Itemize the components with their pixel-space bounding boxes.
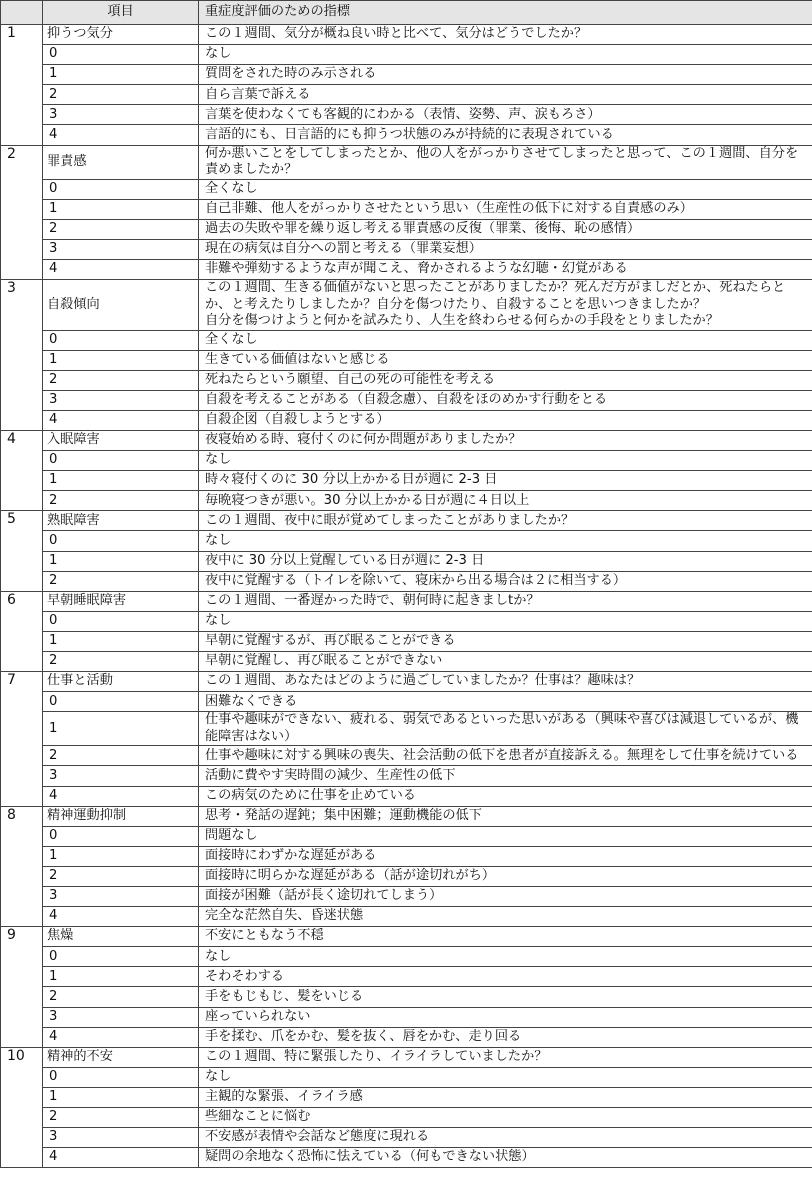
score-level-row xyxy=(1,652,812,672)
score-description: 自殺を考えることがある（自殺念慮）、自殺をほのめかす行動をとる xyxy=(199,390,812,410)
score-description: 夜中に 30 分以上覚醒している日が週に 2-3 日 xyxy=(199,551,812,571)
score-value: 3 xyxy=(43,1128,199,1148)
item-question-text: 思考・発話の遅鈍；集中困難；運動機能の低下 xyxy=(205,807,482,823)
score-description: 面接時に明らかな遅延がある（話が途切れがち） xyxy=(199,866,812,886)
score-value: 0 xyxy=(43,531,199,551)
score-value: 4 xyxy=(43,410,199,430)
score-value: 0 xyxy=(43,179,199,199)
item-question-row xyxy=(1,591,812,611)
item-question-row xyxy=(1,927,812,947)
table-body xyxy=(1,25,812,1168)
item-number: 6 xyxy=(1,591,43,671)
score-value: 2 xyxy=(43,491,199,511)
score-description: 生きている価値はないと感じる xyxy=(199,350,812,370)
score-value: 1 xyxy=(43,551,199,571)
item-question xyxy=(199,280,812,331)
score-level-row xyxy=(1,766,812,786)
item-question xyxy=(199,806,812,826)
score-value: 0 xyxy=(43,611,199,631)
score-description: 些細なことに悩む xyxy=(199,1108,812,1128)
item-number: 8 xyxy=(1,806,43,927)
item-name: 入眠障害 xyxy=(43,431,199,451)
item-name: 仕事と活動 xyxy=(43,672,199,692)
item-question-row xyxy=(1,280,812,331)
score-level-row xyxy=(1,1067,812,1087)
score-description: 手を揉む、爪をかむ、髪を抜く、唇をかむ、走り回る xyxy=(199,1027,812,1047)
score-description: 主観的な緊張、イライラ感 xyxy=(199,1087,812,1107)
score-description: なし xyxy=(199,1067,812,1087)
score-value: 1 xyxy=(43,350,199,370)
score-value: 4 xyxy=(43,259,199,279)
score-value: 3 xyxy=(43,886,199,906)
score-description: この病気のために仕事を止めている xyxy=(199,786,812,806)
score-value: 4 xyxy=(43,907,199,927)
score-level-row xyxy=(1,1027,812,1047)
item-question-text: この１週間、あなたはどのように過ごしていましたか？仕事は？趣味は？ xyxy=(205,673,641,689)
score-description: 座っていられない xyxy=(199,1007,812,1027)
score-value: 0 xyxy=(43,947,199,967)
score-description: なし xyxy=(199,45,812,65)
score-value: 1 xyxy=(43,1087,199,1107)
score-level-row xyxy=(1,611,812,631)
score-level-row xyxy=(1,219,812,239)
header-description: 重症度評価のための指標 xyxy=(199,1,812,25)
score-level-row xyxy=(1,786,812,806)
score-value: 1 xyxy=(43,471,199,491)
score-level-row xyxy=(1,826,812,846)
score-value: 2 xyxy=(43,1108,199,1128)
score-level-row xyxy=(1,692,812,712)
score-level-row xyxy=(1,491,812,511)
score-level-row xyxy=(1,199,812,219)
item-name: 自殺傾向 xyxy=(43,280,199,331)
score-description: 面接が困難（話が長く途切れてしまう） xyxy=(199,886,812,906)
score-description: 自ら言葉で訴える xyxy=(199,85,812,105)
score-value: 2 xyxy=(43,571,199,591)
score-value: 0 xyxy=(43,451,199,471)
item-question-text: この１週間、生きる価値がないと思ったことがありましたか？死んだ方がましだとか、死ねたらとか、と考えたりしましたか？自分を傷つけたり、自殺することを思いつきましたか？ xyxy=(205,280,786,312)
item-question xyxy=(199,145,812,179)
item-number: 1 xyxy=(1,25,43,146)
item-question-text: この１週間、特に緊張したり、イライラしていましたか？ xyxy=(205,1049,548,1065)
score-level-row xyxy=(1,551,812,571)
score-description: 過去の失敗や罪を繰り返し考える罪責感の反復（罪業、後悔、恥の感情） xyxy=(199,219,812,239)
item-number: 3 xyxy=(1,280,43,431)
score-value: 0 xyxy=(43,45,199,65)
score-level-row xyxy=(1,410,812,430)
score-value: 2 xyxy=(43,987,199,1007)
score-value: 3 xyxy=(43,766,199,786)
score-level-row xyxy=(1,259,812,279)
score-value: 2 xyxy=(43,866,199,886)
score-description: 全くなし xyxy=(199,330,812,350)
score-description: 面接時にわずかな遅延がある xyxy=(199,846,812,866)
item-name: 焦燥 xyxy=(43,927,199,947)
item-question-row xyxy=(1,672,812,692)
item-question-row xyxy=(1,511,812,531)
score-description: 困難なくできる xyxy=(199,692,812,712)
item-name: 抑うつ気分 xyxy=(43,25,199,45)
score-value: 2 xyxy=(43,652,199,672)
item-name: 熟眠障害 xyxy=(43,511,199,531)
header-number-cell xyxy=(1,1,43,25)
score-level-row xyxy=(1,45,812,65)
score-value: 2 xyxy=(43,746,199,766)
score-level-row xyxy=(1,746,812,766)
score-level-row xyxy=(1,846,812,866)
score-value: 3 xyxy=(43,105,199,125)
score-level-row xyxy=(1,1128,812,1148)
score-description: 問題なし xyxy=(199,826,812,846)
score-description: 手をもじもじ、髪をいじる xyxy=(199,987,812,1007)
score-description: 言葉を使わなくても客観的にわかる（表情、姿勢、声、涙もろさ） xyxy=(199,105,812,125)
score-description: 自殺企図（自殺しようとする） xyxy=(199,410,812,430)
score-level-row xyxy=(1,1148,812,1168)
item-number: 4 xyxy=(1,431,43,511)
score-level-row xyxy=(1,105,812,125)
score-value: 1 xyxy=(43,846,199,866)
score-description: 死ねたらという願望、自己の死の可能性を考える xyxy=(199,370,812,390)
item-number: 5 xyxy=(1,511,43,591)
score-description: なし xyxy=(199,611,812,631)
item-number: 7 xyxy=(1,672,43,806)
score-value: 3 xyxy=(43,239,199,259)
score-level-row xyxy=(1,1007,812,1027)
score-level-row xyxy=(1,531,812,551)
item-question-text: 夜寝始める時、寝付くのに何か問題がありましたか？ xyxy=(205,432,522,448)
item-number: 9 xyxy=(1,927,43,1048)
score-level-row xyxy=(1,907,812,927)
score-description: 仕事や趣味に対する興味の喪失、社会活動の低下を患者が直接訴える。無理をして仕事を続けている xyxy=(199,746,812,766)
score-description: 言語的にも、日言語的にも抑うつ状態のみが持続的に表現されている xyxy=(199,125,812,145)
item-question-text: この１週間、気分が概ね良い時と比べて、気分はどうでしたか？ xyxy=(205,26,588,42)
score-description: なし xyxy=(199,947,812,967)
score-level-row xyxy=(1,1087,812,1107)
item-question xyxy=(199,1047,812,1067)
score-value: 4 xyxy=(43,1027,199,1047)
item-question-text: この１週間、一番遅かった時で、朝何時に起きましtか？ xyxy=(205,593,540,609)
score-description: 質問をされた時のみ示される xyxy=(199,65,812,85)
score-value: 1 xyxy=(43,631,199,651)
score-description: 非難や弾劾するような声が聞こえ、脅かされるような幻聴・幻覚がある xyxy=(199,259,812,279)
item-question xyxy=(199,927,812,947)
item-question xyxy=(199,672,812,692)
score-level-row xyxy=(1,712,812,746)
item-name: 精神運動抑制 xyxy=(43,806,199,826)
score-level-row xyxy=(1,350,812,370)
score-level-row xyxy=(1,866,812,886)
score-value: 2 xyxy=(43,370,199,390)
score-description: 現在の病気は自分への罰と考える（罪業妄想） xyxy=(199,239,812,259)
score-description: 夜中に覚醒する（トイレを除いて、寝床から出る場合は２に相当する） xyxy=(199,571,812,591)
item-question-text-2: 自分を傷つけようと何かを試みたり、人生を終わらせる何らかの手段をとりましたか？ xyxy=(205,313,719,329)
score-description: 不安感が表情や会話など態度に現れる xyxy=(199,1128,812,1148)
score-level-row xyxy=(1,125,812,145)
score-description: 活動に費やす実時間の減少、生産性の低下 xyxy=(199,766,812,786)
item-number: 10 xyxy=(1,1047,43,1168)
item-question-text: 何か悪いことをしてしまったとか、他の人をがっかりさせてしまったと思って、この１週間、自分を責めましたか？ xyxy=(205,145,799,178)
score-level-row xyxy=(1,330,812,350)
item-question-row xyxy=(1,25,812,45)
score-description: なし xyxy=(199,451,812,471)
header-item: 項目 xyxy=(43,1,199,25)
score-value: 1 xyxy=(43,65,199,85)
score-value: 0 xyxy=(43,826,199,846)
score-value: 1 xyxy=(43,199,199,219)
score-value: 0 xyxy=(43,330,199,350)
score-description: 自己非難、他人をがっかりさせたという思い（生産性の低下に対する自責感のみ） xyxy=(199,199,812,219)
score-value: 2 xyxy=(43,85,199,105)
score-value: 4 xyxy=(43,786,199,806)
item-question-row xyxy=(1,431,812,451)
item-name: 罪責感 xyxy=(43,145,199,179)
score-description: 時々寝付くのに 30 分以上かかる日が週に 2-3 日 xyxy=(199,471,812,491)
score-description: 全くなし xyxy=(199,179,812,199)
score-value: 1 xyxy=(43,967,199,987)
score-level-row xyxy=(1,451,812,471)
score-value: 2 xyxy=(43,219,199,239)
score-description: 仕事や趣味ができない、疲れる、弱気であるといった思いがある（興味や喜びは減退しているが、機能障害はない） xyxy=(199,712,812,746)
score-level-row xyxy=(1,239,812,259)
score-description: 疑問の余地なく恐怖に怯えている（何もできない状態） xyxy=(199,1148,812,1168)
score-description: 早朝に覚醒するが、再び眠ることができる xyxy=(199,631,812,651)
score-level-row xyxy=(1,370,812,390)
item-question xyxy=(199,511,812,531)
item-question-row xyxy=(1,1047,812,1067)
item-question-row xyxy=(1,145,812,179)
item-question-row xyxy=(1,806,812,826)
score-level-row xyxy=(1,471,812,491)
item-question xyxy=(199,25,812,45)
score-value: 3 xyxy=(43,1007,199,1027)
item-question xyxy=(199,591,812,611)
score-value: 4 xyxy=(43,1148,199,1168)
score-description: そわそわする xyxy=(199,967,812,987)
score-level-row xyxy=(1,65,812,85)
score-description: なし xyxy=(199,531,812,551)
score-level-row xyxy=(1,886,812,906)
score-level-row xyxy=(1,390,812,410)
score-level-row xyxy=(1,631,812,651)
score-value: 1 xyxy=(43,712,199,746)
score-value: 3 xyxy=(43,390,199,410)
item-number: 2 xyxy=(1,145,43,279)
score-description: 完全な茫然自失、昏迷状態 xyxy=(199,907,812,927)
score-level-row xyxy=(1,179,812,199)
score-description: 毎晩寝つきが悪い。30 分以上かかる日が週に４日以上 xyxy=(199,491,812,511)
score-value: 0 xyxy=(43,1067,199,1087)
score-level-row xyxy=(1,1108,812,1128)
score-level-row xyxy=(1,85,812,105)
score-level-row xyxy=(1,987,812,1007)
item-name: 精神的不安 xyxy=(43,1047,199,1067)
score-level-row xyxy=(1,947,812,967)
score-value: 0 xyxy=(43,692,199,712)
score-value: 4 xyxy=(43,125,199,145)
item-question xyxy=(199,431,812,451)
item-question-text: この１週間、夜中に眼が覚めてしまったことがありましたか？ xyxy=(205,512,575,528)
score-level-row xyxy=(1,967,812,987)
item-name: 早朝睡眠障害 xyxy=(43,591,199,611)
score-description: 早朝に覚醒し、再び眠ることができない xyxy=(199,652,812,672)
table-header-row xyxy=(1,1,812,25)
item-question-text: 不安にともなう不穏 xyxy=(205,928,324,944)
score-level-row xyxy=(1,571,812,591)
